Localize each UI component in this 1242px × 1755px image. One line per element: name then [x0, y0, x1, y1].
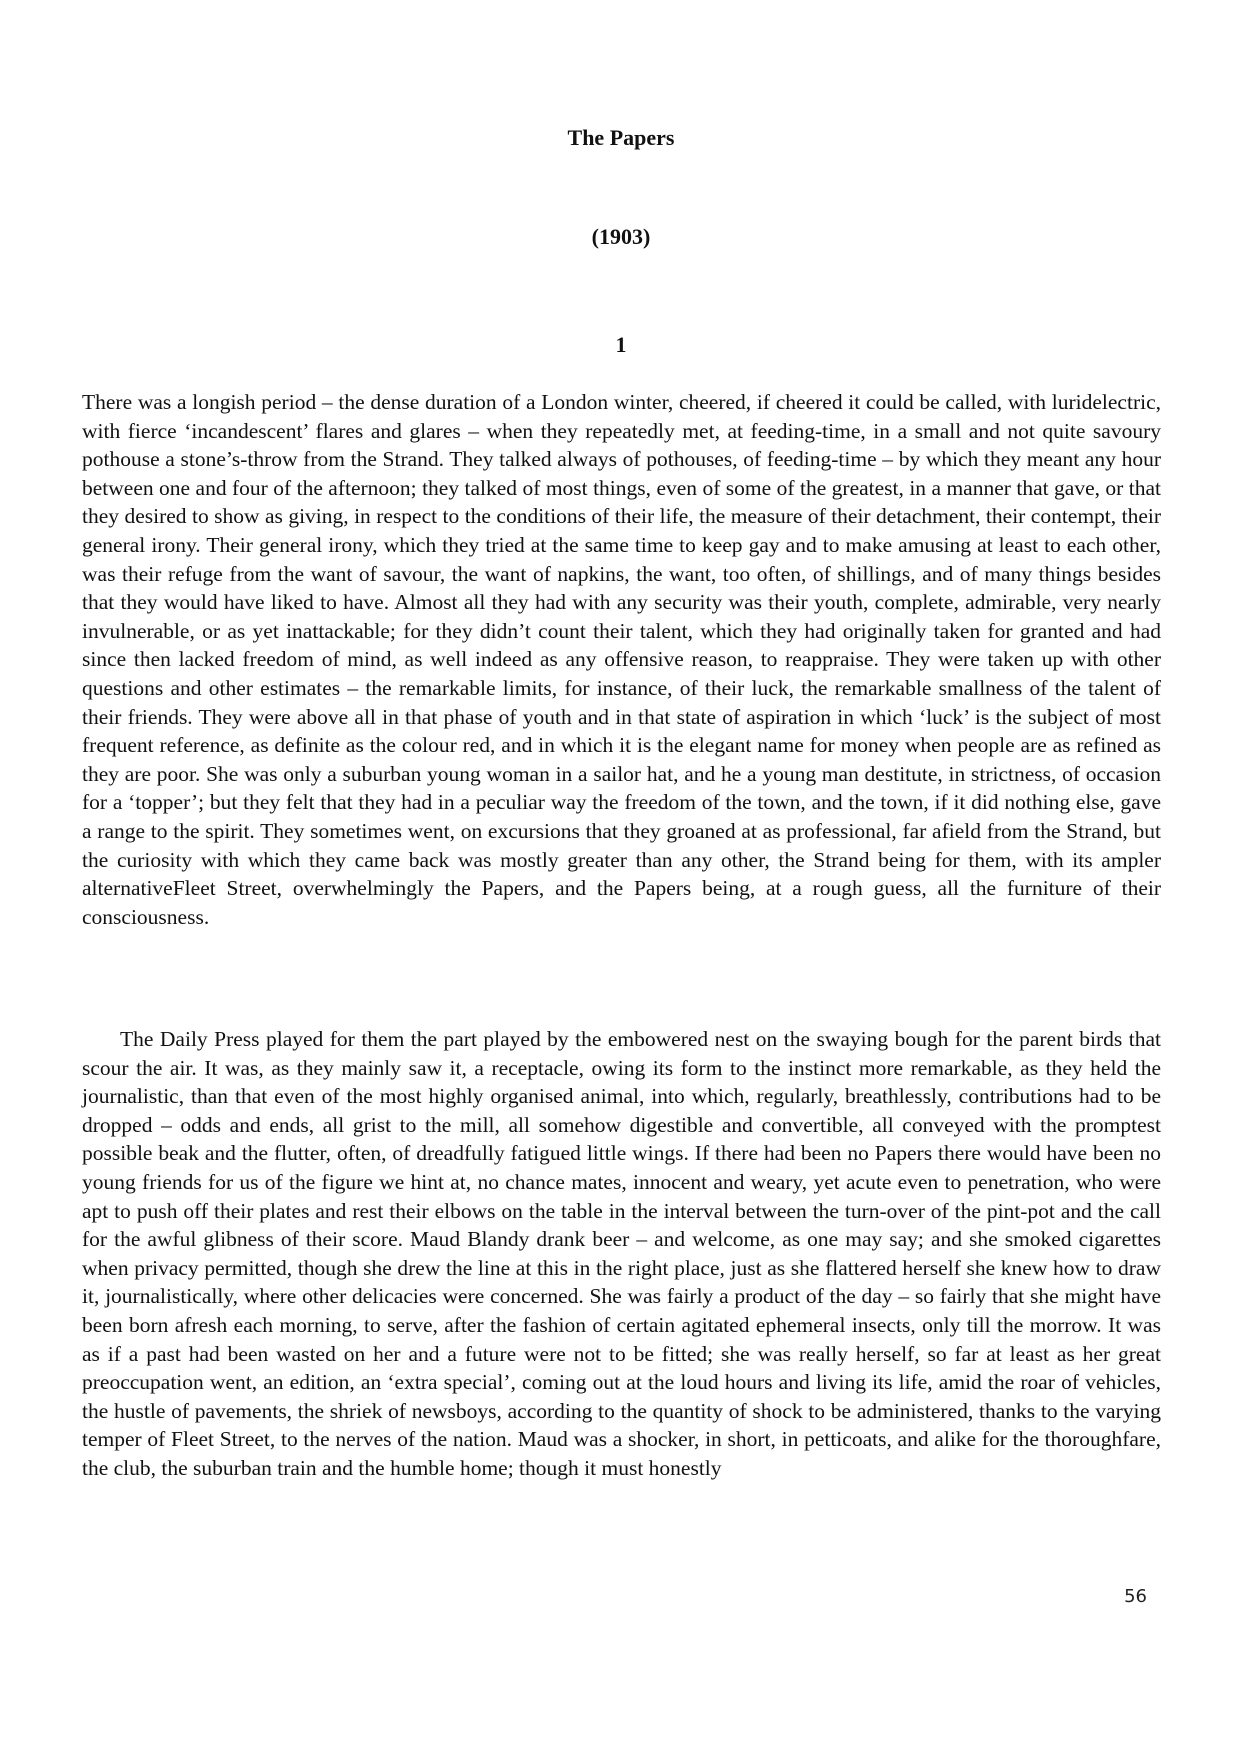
paragraph: There was a longish period – the dense duration of a London winter, cheered, if cheered it could be called, with luridelectric, with fierce ‘incandescent’ flares and glares – when they repeatedly met, at feeding-time, in a small and not quite savoury pothouse a stone’s-throw from the Strand. They talked always of pothouses, of feeding-time – by which they meant any hour between one and four of the afternoon; they talked of most things, even of some of the greatest, in a manner that gave, or that they desired to show as giving, in respect to the conditions of their life, the measure of their detachment, their contempt, their general irony. Their general irony, which they tried at the same time to keep gay and to make amusing at least to each other, was their refuge from the want of savour, the want of napkins, the want, too often, of shillings, and of many things besides that they would have liked to have. Almost all they had with any security was their youth, complete, admirable, very nearly invulnerable, or as yet inattackable; for they didn’t count their talent, which they had originally taken for granted and had since then lacked freedom of mind, as well indeed as any offensive reason, to reappraise. They were taken up with other questions and other estimates – the remarkable limits, for instance, of their luck, the remarkable smallness of the talent of their friends. They were above all in that phase of youth and in that state of aspiration in which ‘luck’ is the subject of most frequent reference, as definite as the colour red, and in which it is the elegant name for money when people are as refined as they are poor. She was only a suburban young woman in a sailor hat, and he a young man destitute, in strictness, of occasion for a ‘topper’; but they felt that they had in a peculiar way the freedom of the town, and the town, if it did nothing else, gave a range to the spirit. They sometimes went, on excursions that they groaned at as professional, far afield from the Strand, but the curiosity with which they came back was mostly greater than any other, the Strand being for them, with its ampler alternativeFleet Street, overwhelmingly the Papers, and the Papers being, at a rough guess, all the furniture of their consciousness.	[82, 390, 1161, 929]
page-number: 56	[1124, 1586, 1147, 1607]
story-year: (1903)	[591, 224, 651, 249]
story-title: The Papers	[567, 125, 675, 150]
chapter-number: 1	[615, 332, 627, 357]
paragraph: The Daily Press played for them the part played by the embowered nest on the swaying bough for the parent birds that scour the air. It was, as they mainly saw it, a receptacle, owing its form to the instinct more remarkable, as they held the journalistic, than that even of the most highly organised animal, into which, regularly, breathlessly, contributions had to be dropped – odds and ends, all grist to the mill, all somehow digestible and convertible, all conveyed with the promptest possible beak and the flutter, often, of dreadfully fatigued little wings. If there had been no Papers there would have been no young friends for us of the figure we hint at, no chance mates, innocent and weary, yet acute even to penetration, who were apt to push off their plates and rest their elbows on the table in the interval between the turn-over of the pint-pot and the call for the awful glibness of their score. Maud Blandy drank beer – and welcome, as one may say; and she smoked cigarettes when privacy permitted, though she drew the line at this in the right place, just as she flattered herself she knew how to draw it, journalistically, where other delicacies were concerned. She was fairly a product of the day – so fairly that she might have been born afresh each morning, to serve, after the fashion of certain agitated ephemeral insects, only till the morrow. It was as if a past had been wasted on her and a future were not to be fitted; she was really herself, so far at least as her great preoccupation went, an edition, an ‘extra special’, coming out at the loud hours and living its life, amid the roar of vehicles, the hustle of pavements, the shriek of newsboys, according to the quantity of shock to be administered, thanks to the varying temper of Fleet Street, to the nerves of the nation. Maud was a shocker, in short, in petticoats, and alike for the thoroughfare, the club, the suburban train and the humble home; though it must honestly	[82, 1027, 1161, 1480]
